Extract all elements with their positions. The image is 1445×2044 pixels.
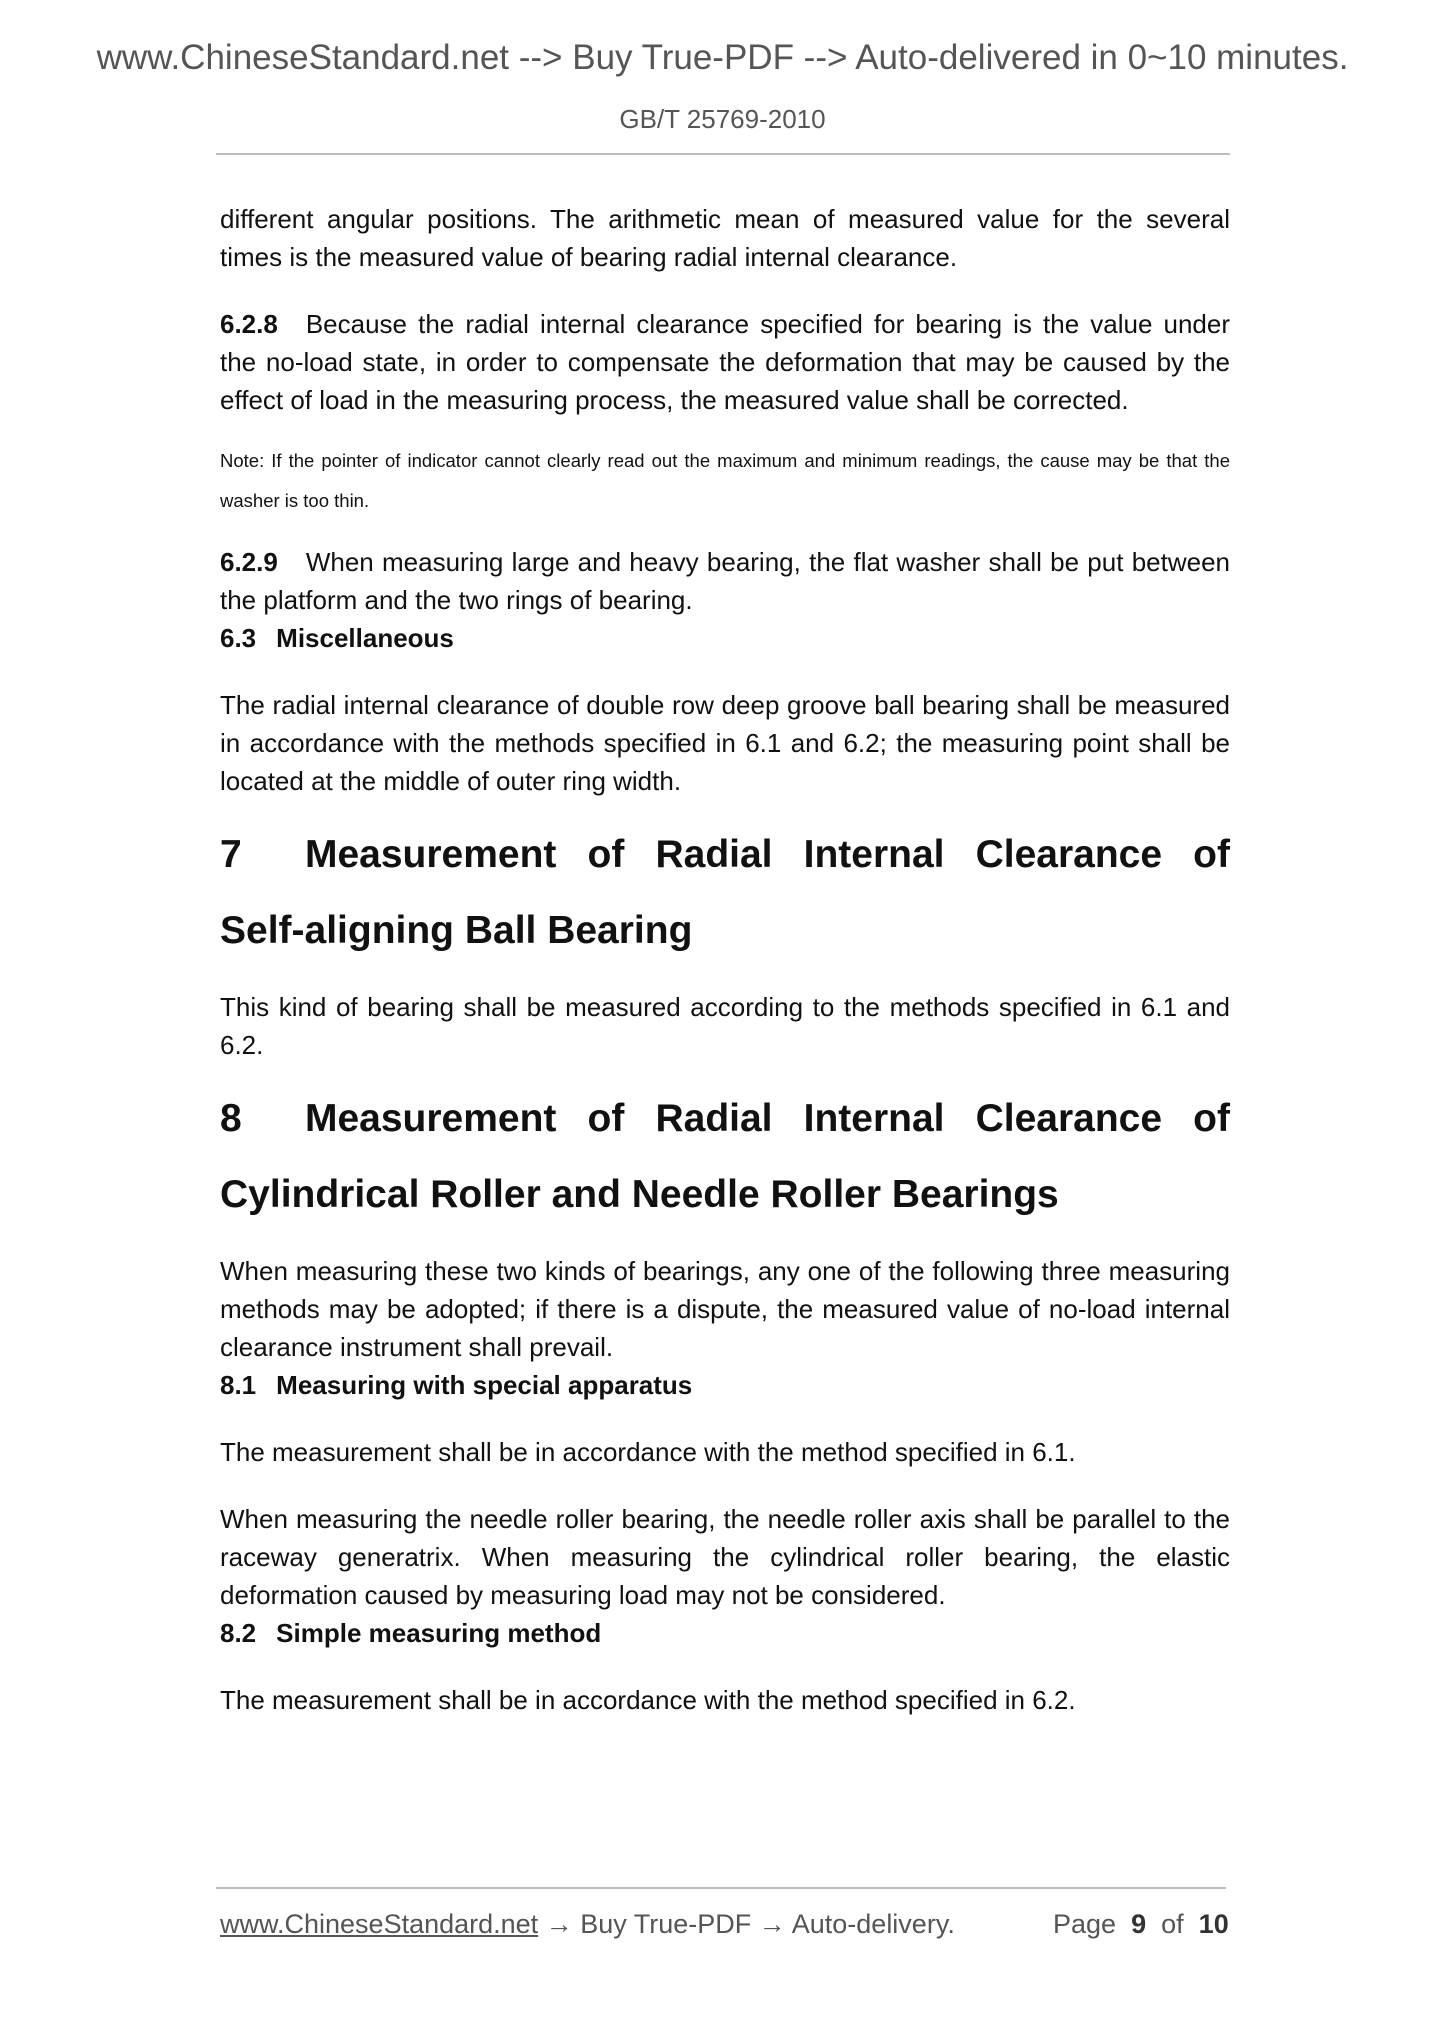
heading-word: of <box>1193 1097 1230 1140</box>
section-title: Miscellaneous <box>276 623 454 653</box>
heading-word: of <box>1193 833 1230 876</box>
footer-link[interactable]: www.ChineseStandard.net <box>220 1909 539 1939</box>
footer-divider <box>216 1887 1226 1889</box>
section-8-1-text-1: The measurement shall be in accordance with the method specified in 6.1. <box>220 1437 1076 1467</box>
heading-line-2: Self-aligning Ball Bearing <box>220 909 693 952</box>
continued-paragraph: different angular positions. The arithmetic mean of measured value for the several times is the measured value of bearing radial internal clearance. <box>220 204 1230 272</box>
document-code: GB/T 25769-2010 <box>619 104 826 134</box>
heading-number: 7 <box>220 833 242 876</box>
section-title: Simple measuring method <box>276 1618 602 1648</box>
page-indicator <box>1053 1909 1229 1940</box>
section-8-2-text-1: The measurement shall be in accordance with the method specified in 6.2. <box>220 1685 1076 1715</box>
clause-6-2-8 <box>220 305 1230 419</box>
footer-tail: → Buy True-PDF → Auto-delivery. <box>538 1909 955 1939</box>
section-8-1-heading <box>220 1366 1230 1404</box>
heading-word: Clearance <box>975 1097 1163 1140</box>
heading-line-2: Cylindrical Roller and Needle Roller Bearings <box>220 1173 1059 1216</box>
section-6-3-heading <box>220 619 1230 657</box>
clause-text: When measuring large and heavy bearing, the flat washer shall be put between the platform and the two rings of bearing. <box>220 547 1230 615</box>
section-number: 6.3 <box>220 623 257 653</box>
page-content <box>220 200 1230 1719</box>
page-total: 10 <box>1198 1909 1229 1939</box>
heading-word: Radial <box>655 1097 773 1140</box>
heading-number: 8 <box>220 1097 242 1140</box>
section-8-2-heading <box>220 1614 1230 1652</box>
section-8-heading <box>220 1081 1230 1233</box>
heading-word: of <box>587 833 625 876</box>
note: Note: If the pointer of indicator cannot clearly read out the maximum and minimum readings, the cause may be that the washer is too thin. <box>220 450 1230 511</box>
section-7-heading <box>220 817 1230 969</box>
section-number: 8.2 <box>220 1618 257 1648</box>
section-6-3-text: The radial internal clearance of double row deep groove ball bearing shall be measured in accordance with the methods specified in 6.1 and 6.2; the measuring point shall be located at the middle of outer ring width. <box>220 690 1230 796</box>
top-banner: www.ChineseStandard.net --> Buy True-PDF --> Auto-delivered in 0~10 minutes. <box>96 38 1349 77</box>
section-8-1-text-2: When measuring the needle roller bearing, the needle roller axis shall be parallel to the raceway generatrix. When measuring the cylindrical roller bearing, the elastic deformation caused by measuring load may not be considered. <box>220 1504 1230 1610</box>
page-number: 9 <box>1131 1909 1147 1939</box>
of-word: of <box>1161 1909 1184 1939</box>
heading-word: Internal <box>803 833 945 876</box>
clause-text: Because the radial internal clearance specified for bearing is the value under the no-load state, in order to compensate the deformation that may be caused by the effect of load in the measuring process, the measured value shall be corrected. <box>220 309 1230 415</box>
clause-number: 6.2.9 <box>220 547 278 577</box>
page-word: Page <box>1053 1909 1117 1939</box>
section-title: Measuring with special apparatus <box>276 1370 693 1400</box>
section-7-text: This kind of bearing shall be measured according to the methods specified in 6.1 and 6.2. <box>220 992 1230 1060</box>
clause-6-2-9 <box>220 543 1230 619</box>
section-number: 8.1 <box>220 1370 257 1400</box>
heading-word: Measurement <box>305 833 557 876</box>
footer-left <box>220 1909 955 1940</box>
section-8-text: When measuring these two kinds of bearings, any one of the following three measuring methods may be adopted; if there is a dispute, the measured value of no-load internal clearance instrument shall prevail. <box>220 1256 1230 1362</box>
clause-number: 6.2.8 <box>220 309 278 339</box>
header-divider <box>216 153 1230 155</box>
heading-word: of <box>587 1097 625 1140</box>
heading-word: Internal <box>803 1097 945 1140</box>
heading-word: Clearance <box>975 833 1163 876</box>
heading-word: Measurement <box>305 1097 557 1140</box>
heading-word: Radial <box>655 833 773 876</box>
